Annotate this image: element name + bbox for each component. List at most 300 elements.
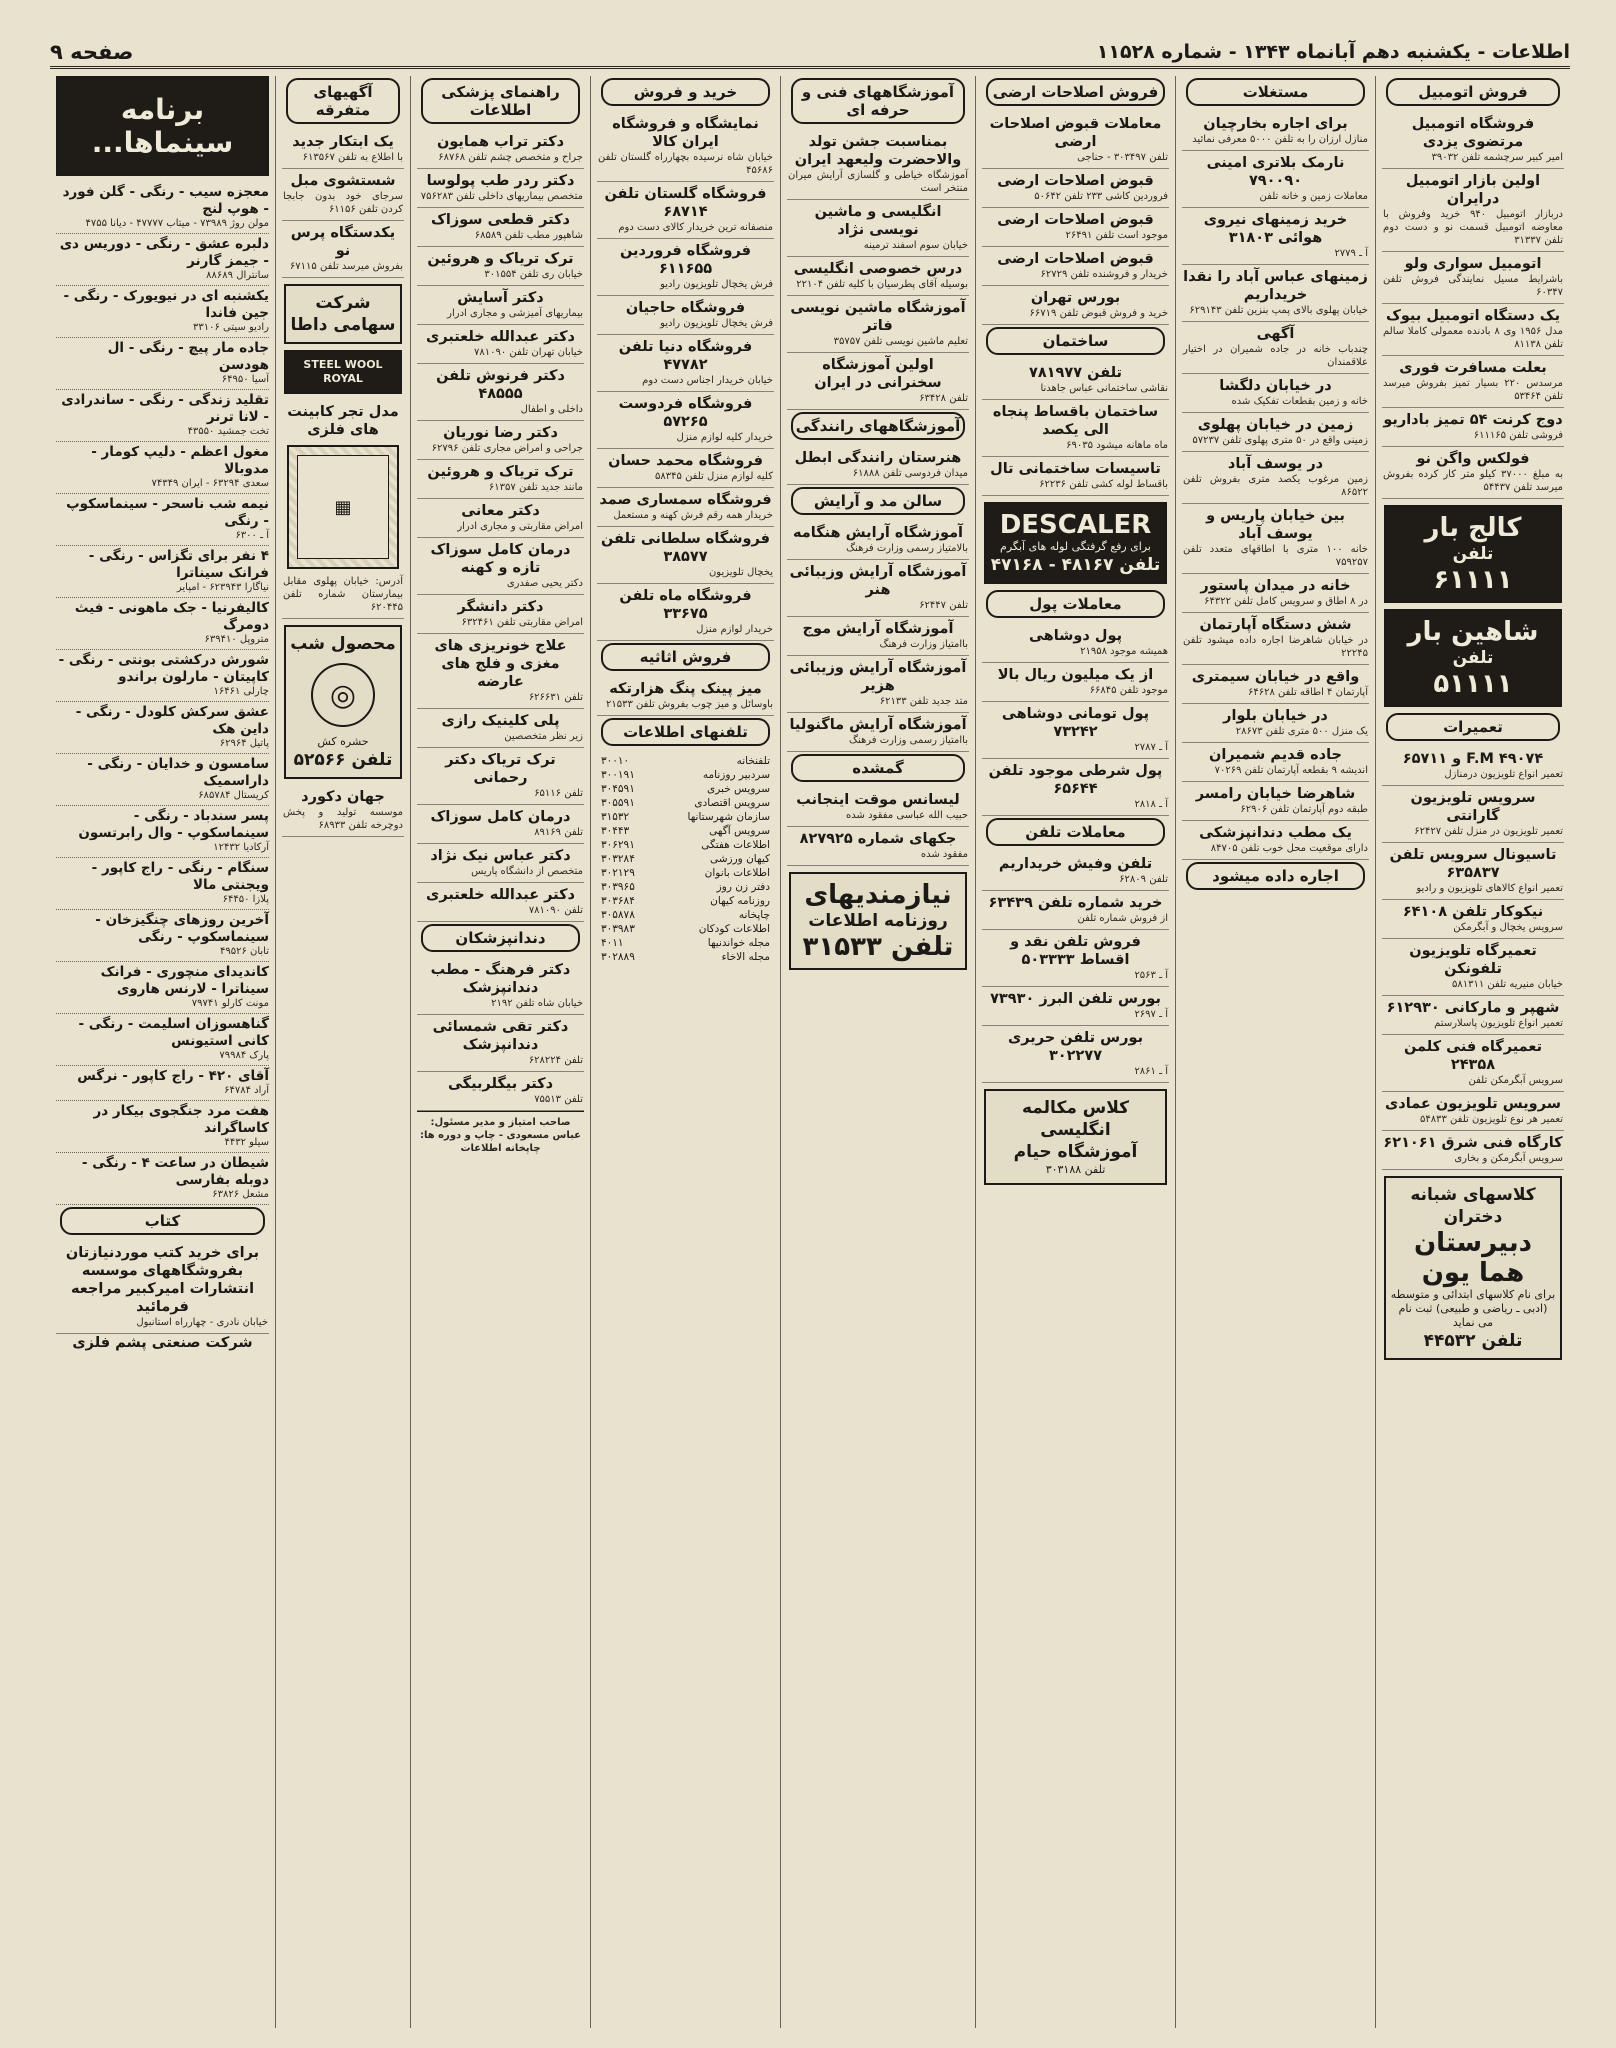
phone-number: ۳۰۵۸۷۸ [601,909,635,921]
repair-ad-title: شهپر و مارکانی ۶۱۲۹۳۰ [1386,1000,1560,1016]
film-listing [56,182,269,234]
medical-ad [417,748,584,805]
phone-label: کیهان ورزشی [709,853,770,865]
phone-number: ۳۰۳۹۸۳ [601,923,635,935]
film-listing [56,234,269,286]
masthead [50,38,1570,69]
film-title: جاده مار پیچ - رنگی - ال هودسن [107,340,269,373]
medical-ad [417,844,584,883]
money-ad [982,759,1169,816]
cabinet-illustration: ▦ [287,445,399,569]
phone-ad-body: آ ـ ۲۶۹۷ [1134,1009,1168,1020]
car-ad-title: اتومبیل سواری ولو [1404,256,1542,272]
shop-ad-body: کلیه لوازم منزل تلفن ۵۸۳۴۵ [655,471,773,482]
shop-ad [597,449,774,488]
driving-ad-body: میدان فردوسی تلفن ۶۱۸۸۸ [852,468,968,479]
real-estate-ad-title: بین خیابان پاریس و یوسف آباد [1206,508,1345,542]
phone-ad-body: از فروش شماره تلفن [1077,913,1168,924]
medical-ad-body: خیابان ری تلفن ۳۰۱۵۵۴ [484,269,583,280]
film-title: شیطان در ساعت ۴ - رنگی - دوبله بفارسی [81,1155,269,1188]
section-head-furniture: فروش اثاثیه [601,643,770,671]
shahin-bar-ad: شاهین بار تلفن ۵۱۱۱۱ [1384,609,1562,707]
medical-ad [417,169,584,208]
lost-ad-title: لیسانس موقت اینجانب [796,792,960,808]
phone-label: روزنامه کیهان [710,895,770,907]
car-ad-title: اولین بازار اتومبیل درایران [1405,173,1541,207]
car-ad [1382,408,1564,447]
car-ad-body: مرسدس ۲۲۰ بسیار تمیز بفروش میرسد تلفن ۵۳۴۶۴ [1383,378,1564,402]
phone-ad [982,891,1169,930]
film-theaters: متروپل ۶۳۹۴۱۰ [204,634,269,645]
dentist-ad-body: تلفن ۶۲۸۲۲۴ [528,1055,583,1066]
film-theaters: پارک ۷۹۹۸۴ [219,1050,269,1061]
money-ad-body: همیشه موجود ۲۱۹۵۸ [1080,646,1168,657]
shop-ad-body: خیابان خریدار اجناس دست دوم [642,375,773,386]
phone-ad [982,1026,1169,1083]
film-title: مغول اعظم - دلیپ کومار - مدوبالا [91,444,269,477]
film-listing [56,286,269,338]
shop-ad-body: خریدار همه رقم فرش کهنه و مستعمل [613,510,773,521]
real-estate-ad-body: منازل ارزان را به تلفن ۵۰۰۰ معرفی نمائید [1192,134,1368,145]
repair-ad [1382,1092,1564,1131]
section-head-building: ساختمان [986,327,1165,355]
building-ad-body: ماه ماهانه میشود ۶۹۰۳۵ [1066,440,1168,451]
money-ad-body: آ ـ ۲۷۸۷ [1134,742,1168,753]
land-ad [982,247,1169,286]
building-ad [982,400,1169,457]
section-head-driving: آموزشگاههای رانندگی [791,412,965,440]
section-head-schools: آموزشگاههای فنی و حرفه ای [791,78,965,124]
medical-ad-title: دکتر عباس نیک نژاد [430,848,571,864]
medical-ad-body: تلفن ۶۲۶۶۳۱ [528,692,583,703]
school-ad [787,200,969,257]
medical-ad-body: زیر نظر متخصصین [504,731,583,742]
shop-ad [597,239,774,296]
shop-ad-body: خیابان شاه نرسیده بچهارراه گلستان تلفن ۴۵۶۸۶ [598,152,773,176]
medical-ad [417,499,584,538]
film-theaters: پلازا ۶۴۴۵۰ [222,894,269,905]
medical-ad-body: متخصص بیماریهای داخلی تلفن ۷۵۶۲۸۳ [420,191,583,202]
medical-ad-title: درمان کامل سوزاک تازه و کهنه [430,542,571,576]
repair-ad-title: تاسیونال سرویس تلفن ۶۳۵۸۳۷ [1389,847,1557,881]
car-ad-body: فروشی تلفن ۶۱۱۱۶۵ [1473,430,1563,441]
dentist-ad-body: تلفن ۷۵۵۱۳ [534,1094,583,1105]
film-listing [56,1153,269,1205]
beauty-ad [787,656,969,713]
beauty-ad-title: آموزشگاه آرایش موج [802,621,954,637]
real-estate-ad-title: یک مطب دندانپزشکی [1199,825,1352,841]
kalaj-bar-ad: کالج بار تلفن ۶۱۱۱۱ [1384,505,1562,603]
phone-ad-title: بورس تلفن البرز ۷۳۹۳۰ [990,991,1161,1007]
steel-wool-logo: STEEL WOOL ROYAL [284,350,402,394]
section-head-book: کتاب [60,1207,265,1235]
land-ad-title: قبوض اصلاحات ارضی [997,212,1154,228]
repair-ad-body: تعمیر انواع تلویزیون درمنازل [1444,769,1563,780]
repair-ad [1382,786,1564,843]
school-ad [787,353,969,410]
film-theaters: تخت جمشید ۴۳۵۵۰ [187,426,269,437]
column-cars [1375,76,1570,2028]
real-estate-ad-title: شاهرضا خیابان رامسر [1195,786,1356,802]
real-estate-ad-title: خرید زمینهای نیروی هوائی ۳۱۸۰۳ [1203,212,1348,246]
lost-ad-body: مفقود شده [920,849,968,860]
publisher-footer: صاحب امتیاز و مدیر مسئول: عباس مسعودی - چاپ و دوره ها: چاپخانه اطلاعات [417,1111,584,1155]
film-theaters: سیلو ۴۴۳۲ [224,1137,269,1148]
phone-label: تلفنخانه [736,755,770,767]
shop-ad-body: فرش یخچال تلویزیون رادیو [660,318,773,329]
film-listing [56,546,269,598]
medical-ad-title: دکتر ردر طب پولوسا [426,173,575,189]
real-estate-ad-body: آ ـ ۲۷۷۹ [1334,248,1368,259]
section-head-phone: معاملات تلفن [986,818,1165,846]
repair-ad [1382,843,1564,900]
real-estate-ad [1182,504,1369,574]
misc-ad-body: با اطلاع به تلفن ۶۱۳۵۶۷ [302,152,403,163]
shop-ad-title: فروشگاه سمساری صمد [599,492,772,508]
medical-ad [417,460,584,499]
medical-ad [417,709,584,748]
medical-ad-title: دکتر معانی [461,503,540,519]
girls-school-ad: کلاسهای شبانه دختران دبیرستان هما یون برای نام کلاسهای ابتدائی و متوسطه (ادبی ـ ریاضی و طبیعی) ثبت نام می نماید تلفن ۴۴۵۳۲ [1384,1176,1562,1360]
film-title: سنگام - رنگی - راج کاپور - ویجنتی مالا [91,860,269,893]
section-head-dentists: دندانپزشکان [421,924,580,952]
phone-ad [982,930,1169,987]
section-head-misc: آگهیهای متفرقه [286,78,400,124]
driving-ad [787,446,969,485]
shop-ad [597,392,774,449]
film-listing [56,806,269,858]
cinema-banner: برنامه سینماها... [56,76,269,176]
shop-ad-body: یخچال تلویزیون [708,567,773,578]
driving-ad-title: هنرستان رانندگی ابطل [794,450,962,466]
repair-ad-title: F.M ۴۹۰۷۴ و ۶۵۷۱۱ [1402,751,1544,767]
dentist-ad [417,958,584,1015]
land-ad [982,112,1169,169]
car-ad-title: دوج کرنت ۵۴ تمیز باداریو [1383,412,1563,428]
misc-ad-title: شستشوی مبل [290,173,396,189]
phone-number: ۳۰۵۵۹۱ [601,797,635,809]
real-estate-ad-body: معاملات زمین و خانه تلفن [1259,191,1368,202]
medical-ad-title: ترک تریاک دکتر رحمانی [445,752,556,786]
school-ad-title: درس خصوصی انگلیسی [793,261,963,277]
real-estate-ad-body: دارای موقعیت محل خوب تلفن ۸۴۷۰۵ [1210,843,1368,854]
medical-ad [417,538,584,595]
real-estate-ad-body: یک منزل ۵۰۰ متری تلفن ۲۸۶۷۳ [1235,726,1368,737]
film-title: هفت مرد جنگجوی بیکار در کاساگراند [93,1103,269,1136]
land-ad-body: فروردین کاشی ۲۳۳ تلفن ۵۰۶۴۲ [1034,191,1168,202]
page-number: صفحه ۹ [50,40,134,64]
shop-ad [597,296,774,335]
school-ad-body: خیابان سوم اسفند ترمینه [863,240,968,251]
phone-label: اطلاعات بانوان [704,867,770,879]
film-title: عشق سرکش کلودل - رنگی - داین هک [75,704,269,737]
phone-label: سازمان شهرستانها [687,811,770,823]
car-ad-title: فولکس واگن نو [1416,451,1530,467]
real-estate-ad-title: خانه در میدان پاستور [1200,578,1351,594]
medical-ad-title: دکتر رضا نوریان [443,425,558,441]
furniture-ad-body: باوسائل و میز چوب بفروش تلفن ۲۱۵۳۳ [605,699,773,710]
dentist-ad-title: دکتر تقی شمسائی دندانپزشک [432,1019,569,1053]
film-theaters: آ ـ ۶۳۰۰ [235,530,269,541]
real-estate-ad-title: نارمک بلاتری امینی ۷۹۰۰۹۰ [1206,155,1345,189]
building-ad [982,457,1169,496]
phone-number: ۳۰۲۱۲۹ [601,867,635,879]
phone-label: سردبیر روزنامه [702,769,770,781]
repair-ad-title: سرویس تلویزیون عمادی [1385,1096,1561,1112]
real-estate-ad [1182,821,1369,860]
medical-ad-title: دکتر فرنوش تلفن ۴۸۵۵۵ [436,368,565,402]
car-ad [1382,252,1564,304]
land-ad-title: قبوض اصلاحات ارضی [997,251,1154,267]
car-ad-title: فروشگاه اتومبیل مرتضوی یزدی [1411,116,1535,150]
descaler-ad: DESCALER برای رفع گرفتگی لوله های آبگرم تلفن ۴۸۱۶۷ - ۴۷۱۶۸ [984,502,1167,584]
repair-ad-body: تعمیر تلویزیون در منزل تلفن ۶۲۴۲۷ [1414,826,1563,837]
shop-ad-title: فروشگاه گلستان تلفن ۶۸۷۱۴ [604,186,767,220]
medical-ad-body: شاهپور مطب تلفن ۶۸۵۸۹ [474,230,583,241]
section-head-lost: گمشده [791,754,965,782]
car-ad [1382,169,1564,252]
beauty-ad [787,617,969,656]
car-ad [1382,447,1564,499]
column-misc [275,76,410,2028]
mosquito-coil-ad: محصول شب ◎ حشره کش تلفن ۵۲۵۶۶ [284,625,402,779]
misc-ad [282,130,404,169]
book-ad: برای خرید کتب موردنیازتان بفروشگاههای موسسه انتشارات امیرکبیر مراجعه فرمائید خیابان نادری - چهارراه استانبول [56,1241,269,1334]
phone-number: ۳۰۶۲۹۱ [601,839,635,851]
money-ad-body: موجود تلفن ۶۶۸۴۵ [1089,685,1168,696]
section-head-real-estate: مستغلات [1186,78,1365,106]
lost-ad-title: جکهای شماره ۸۲۷۹۲۵ [799,831,957,847]
film-theaters: نیاگارا ۶۲۳۹۴۳ - امپایر [176,582,269,593]
section-head-rent: اجاره داده میشود [1186,862,1365,890]
real-estate-ad [1182,322,1369,374]
shop-ad-body: خریدار لوازم منزل [696,624,773,635]
money-ad-title: پول دوشاهی [1028,628,1123,644]
medical-ad-body: دکتر یحیی صفدری [506,578,583,589]
film-title: ۴ نفر برای تگزاس - رنگی - فرانک سیناترا [88,548,269,581]
phone-directory [597,752,774,966]
medical-ad-body: خیابان تهران تلفن ۷۸۱۰۹۰ [474,347,583,358]
film-title: آخرین روزهای چنگیزخان - سینماسکوپ - رنگی [95,912,269,945]
land-ad-body: تلفن ۳۰۳۴۹۷ - حناجی [1077,152,1168,163]
beauty-ad-body: تلفن ۶۲۴۴۷ [919,600,968,611]
dentist-ad [417,1072,584,1111]
film-title: آقای ۴۲۰ - راج کاپور - نرگس [77,1068,269,1084]
misc-ad [282,221,404,278]
car-ad-title: بعلت مسافرت فوری [1399,360,1547,376]
land-ad-title: معاملات قبوض اصلاحات ارضی [989,116,1162,150]
phone-ad [982,852,1169,891]
repair-ad-title: تعمیرگاه فنی کلمن ۲۴۳۵۸ [1403,1039,1543,1073]
medical-ad [417,208,584,247]
film-title: معجزه سیب - رنگی - گلن فورد - هوپ لنج [62,184,269,217]
repair-ad [1382,939,1564,996]
real-estate-ad-body: طبقه دوم آپارتمان تلفن ۶۲۹۰۶ [1240,804,1368,815]
shop-ad-title: فروشگاه محمد حسان [608,453,763,469]
shop-ad-title: فروشگاه سلطانی تلفن ۳۸۵۷۷ [600,531,771,565]
phone-number: ۳۱۵۳۲ [601,811,630,823]
section-head-phones: تلفنهای اطلاعات [601,718,770,746]
film-listing [56,702,269,754]
misc-ad-title: یک ابتکار جدید [292,134,394,150]
phone-ad-body: آ ـ ۲۸۶۱ [1134,1066,1168,1077]
building-ad [982,361,1169,400]
lost-ad [787,788,969,827]
school-ad [787,257,969,296]
jahan-ad: جهان دکورد موسسه تولید و پخش دوچرخه تلفن ۶۸۹۳۳ [282,785,404,837]
car-ad [1382,356,1564,408]
film-listing [56,494,269,546]
building-ad-title: تلفن ۷۸۱۹۷۷ [1028,365,1122,381]
real-estate-ad-body: خانه ۱۰۰ متری با اطاقهای متعدد تلفن ۷۵۹۲۵۷ [1183,544,1368,568]
section-head-beauty: سالن مد و آرایش [791,487,965,515]
section-head-medical: راهنمای پزشکی اطلاعات [421,78,580,124]
column-medical [410,76,590,2028]
medical-ad-body: تلفن ۸۹۱۶۹ [534,827,583,838]
repair-ad [1382,1035,1564,1092]
car-ad-body: دربازار اتومبیل ۹۴۰ خرید وفروش با معاوضه اتومبیل قسمت نو و دست دوم تلفن ۳۱۳۳۷ [1383,209,1563,246]
film-listing [56,1101,269,1153]
land-ad-title: قبوض اصلاحات ارضی [997,173,1154,189]
film-title: پسر سندباد - رنگی - سینماسکوپ - وال رابرتسون [78,808,269,841]
medical-ad-body: جراحی و امراض مجاری تلفن ۶۲۷۹۶ [431,443,583,454]
building-ad-title: تاسیسات ساختمانی تال [990,461,1161,477]
data-company-ad: شرکت سهامی داطا [284,284,402,344]
column-real-estate [1175,76,1375,2028]
dentist-ad-body: خیابان شاه تلفن ۲۱۹۲ [491,998,583,1009]
real-estate-ad-body: آپارتمان ۴ اطاقه تلفن ۶۴۶۲۸ [1247,687,1368,698]
column-buy-sell [590,76,780,2028]
medical-ad [417,883,584,922]
dentist-ad [417,1015,584,1072]
building-ad-body: باقساط لوله کشی تلفن ۶۲۲۳۶ [1039,479,1168,490]
real-estate-ad [1182,665,1369,704]
phone-number: ۳۰۰۱۰ [601,755,630,767]
money-ad-body: آ ـ ۲۸۱۸ [1134,799,1168,810]
repair-ad [1382,1131,1564,1170]
real-estate-ad [1182,782,1369,821]
real-estate-ad [1182,704,1369,743]
repair-ad-title: سرویس تلویزیون گارانتی [1410,790,1536,824]
shop-ad [597,182,774,239]
car-ad-body: باشرایط مسیل نمایندگی فروش تلفن ۶۰۳۴۷ [1383,274,1563,298]
medical-ad [417,364,584,421]
phone-number: ۳۰۴۴۳ [601,825,630,837]
real-estate-ad [1182,613,1369,665]
film-title: کالیفرنیا - جک ماهونی - فیث دومرگ [74,600,269,633]
medical-ad [417,247,584,286]
car-ad [1382,304,1564,356]
beauty-ad-title: آموزشگاه آرایش وزیبائی هنر [789,564,967,598]
coil-icon: ◎ [311,663,375,727]
beauty-ad-body: باامتیاز وزارت فرهنگ [879,639,968,650]
phone-label: سرویس آگهی [709,825,770,837]
building-ad-body: نقاشی ساختمانی عباس جاهدنا [1040,383,1168,394]
medical-ad-title: دکتر عبدالله خلعتبری [426,329,575,345]
medical-ad-title: علاج خونریزی های مغزی و فلج های عارضه [434,638,567,690]
film-listing [56,910,269,962]
land-ad-body: خریدار و فروشنده تلفن ۶۲۷۲۹ [1040,269,1168,280]
phone-ad-title: تلفن وفیش خریداریم [998,856,1153,872]
beauty-ad [787,521,969,560]
real-estate-ad-title: در خیابان دلگشا [1219,378,1332,394]
misc-ad [282,169,404,221]
film-theaters: تابان ۴۹۵۲۶ [219,946,269,957]
real-estate-ad [1182,265,1369,322]
film-theaters: آسیا ۶۴۹۵۰ [221,374,269,385]
phone-ad-title: فروش تلفن نقد و اقساط ۵۰۳۳۳۳ [1010,934,1141,968]
furniture-ad [597,677,774,716]
phone-number: ۳۰۳۲۸۴ [601,853,635,865]
medical-ad-title: دکتر عبدالله خلعتبری [426,887,575,903]
film-theaters: مولن روژ ۷۳۹۸۹ - میتاب ۴۷۷۷۷ - دیانا ۴۷۵۵ [85,218,269,229]
film-title: یکشنبه ای در نیویورک - رنگی - جین فاندا [63,288,269,321]
lost-ad [787,827,969,866]
shop-ad-title: فروشگاه فروردین ۶۱۱۶۵۵ [619,243,752,277]
film-listing [56,754,269,806]
medical-ad-title: پلی کلینیک رازی [441,713,560,729]
film-listing [56,962,269,1014]
film-theaters: آرکادیا ۱۲۴۳۲ [213,842,269,853]
land-ad [982,208,1169,247]
medical-ad [417,595,584,634]
film-listing [56,390,269,442]
land-ad-title: بورس تهران [1030,290,1121,306]
real-estate-ad-title: جاده قدیم شمیران [1209,747,1342,763]
school-ad-body: بوسیله آقای پطرسیان با کلیه تلفن ۲۲۱۰۴ [796,279,968,290]
medical-ad [417,805,584,844]
real-estate-ad [1182,151,1369,208]
phone-label: چاپخانه [738,909,770,921]
columns [50,76,1570,2028]
real-estate-ad [1182,208,1369,265]
car-ad-body: به مبلغ ۳۷۰۰۰ کیلو متر کار کرده بفروش میرسد تلفن ۵۴۴۳۷ [1383,469,1563,493]
film-theaters: رادیو سیتی ۳۳۱۰۶ [193,322,269,333]
land-ad [982,169,1169,208]
real-estate-ad-body: زمینی واقع در ۵۰ متری پهلوی تلفن ۵۷۲۳۷ [1192,435,1368,446]
phone-label: دفتر زن روز [716,881,770,893]
film-title: نیمه شب ناسحر - سینماسکوپ - رنگی [66,496,269,529]
money-ad [982,624,1169,663]
phone-ad-title: بورس تلفن حریری ۳۰۲۲۷۷ [1007,1030,1144,1064]
classifieds-ad: نیازمندیهای روزنامه اطلاعات تلفن ۳۱۵۳۳ [789,872,967,970]
film-title: سامسون و خدایان - رنگی - داراسمیک [87,756,269,789]
film-theaters: مونت کارلو ۷۹۷۴۱ [191,998,269,1009]
column-cinema [50,76,275,2028]
real-estate-ad-body: خانه و زمین بقطعات تفکیک شده [1231,396,1368,407]
medical-ad-body: تلفن ۷۸۱۰۹۰ [528,905,583,916]
real-estate-ad-body: زمین مرغوب یکصد متری بفروش تلفن ۸۶۵۲۲ [1183,474,1368,498]
medical-ad-title: دکتر آسایش [457,290,544,306]
phone-label: مجله خواندنیها [707,937,770,949]
school-ad-body: تعلیم ماشین نویسی تلفن ۳۵۷۵۷ [833,336,968,347]
medical-ad-title: دکتر قطعی سوزاک [431,212,570,228]
real-estate-ad-title: برای اجاره بخارچیان [1203,116,1348,132]
repair-ad-body: تعمیر انواع کالاهای تلویزیون و رادیو [1416,883,1563,894]
column-land-reform [975,76,1175,2028]
repair-ad [1382,996,1564,1035]
money-ad-title: پول شرطی موجود تلفن ۶۵۶۴۴ [988,763,1163,797]
school-ad-title: آموزشگاه ماشین نویسی فاتر [790,300,966,334]
shop-ad [597,335,774,392]
medical-ad-body: بیماریهای آمیزشی و مجاری ادرار [447,308,583,319]
real-estate-ad-title: آگهی [1256,326,1295,342]
shop-ad-title: فروشگاه حاجیان [625,300,746,316]
real-estate-ad-body: در ۸ اطاق و سرویس کامل تلفن ۶۴۳۲۲ [1204,596,1368,607]
english-class-ad: کلاس مکالمه انگلیسی آموزشگاه حیام تلفن ۳۰۳۱۸۸ [984,1089,1167,1185]
repair-ad [1382,900,1564,939]
money-ad [982,702,1169,759]
